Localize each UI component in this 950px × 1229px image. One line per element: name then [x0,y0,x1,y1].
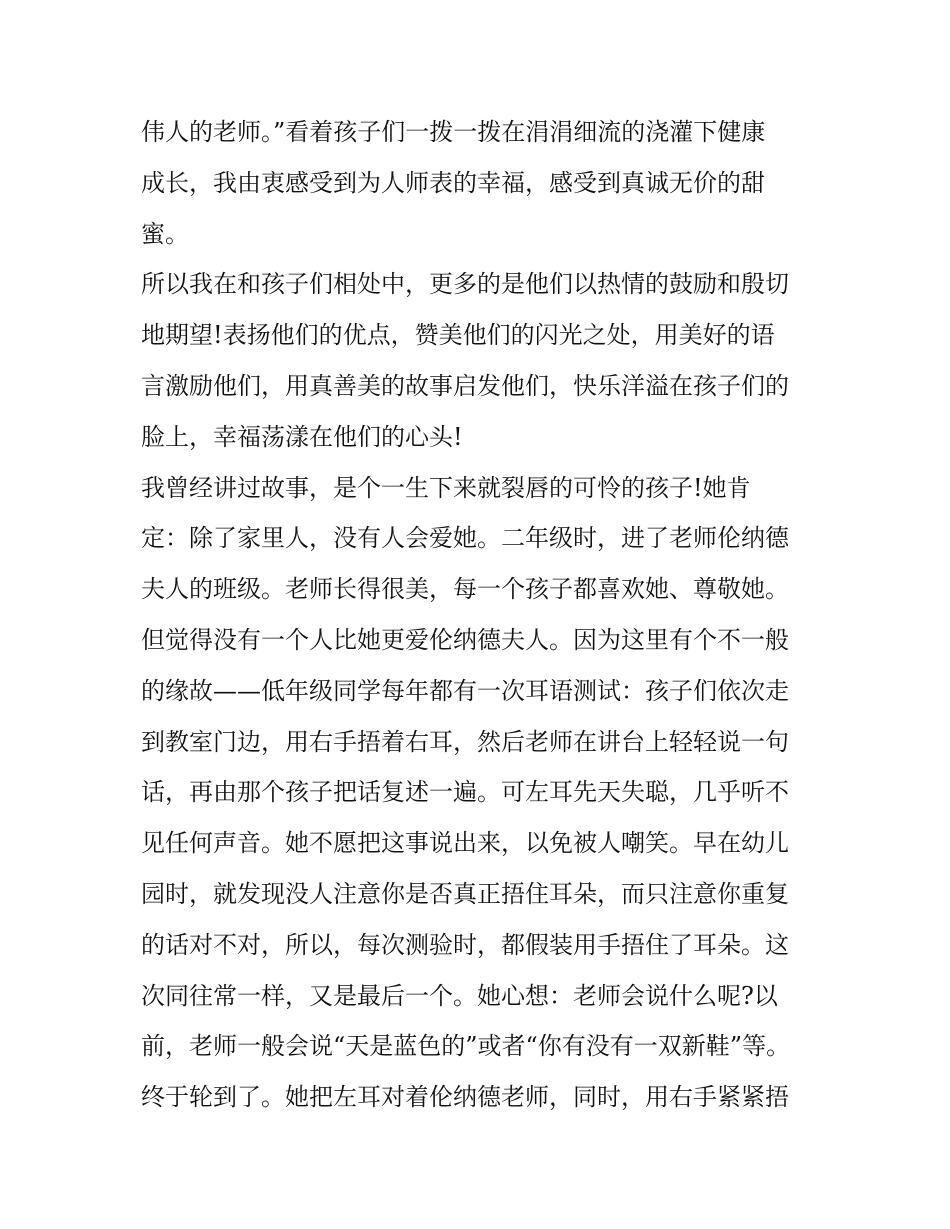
text-line: 夫人的班级。老师长得很美，每一个孩子都喜欢她、尊敬她。 [141,575,789,604]
text-line: 的话对不对，所以，每次测验时，都假装用手捂住了耳朵。这 [141,930,789,959]
text-line: 园时，就发现没人注意你是否真正捂住耳朵，而只注意你重复 [141,879,789,908]
text-line: 见任何声音。她不愿把这事说出来，以免被人嘲笑。早在幼儿 [141,829,789,858]
text-line: 但觉得没有一个人比她更爱伦纳德夫人。因为这里有个不一般 [141,625,789,654]
text-line: 前，老师一般会说“天是蓝色的”或者“你有没有一双新鞋”等。 [141,1032,791,1061]
text-line: 终于轮到了。她把左耳对着伦纳德老师，同时，用右手紧紧捂 [141,1083,789,1112]
text-line: 所以我在和孩子们相处中，更多的是他们以热情的鼓励和殷切 [141,270,789,299]
text-line: 脸上，幸福荡漾在他们的心头! [141,422,463,451]
text-line: 次同往常一样，又是最后一个。她心想：老师会说什么呢?以 [141,981,778,1010]
text-line: 定：除了家里人，没有人会爱她。二年级时，进了老师伦纳德 [141,524,789,553]
text-line: 到教室门边，用右手捂着右耳，然后老师在讲台上轻轻说一句 [141,727,789,756]
text-line: 地期望!表扬他们的优点，赞美他们的闪光之处，用美好的语 [141,321,775,350]
text-line: 成长，我由衷感受到为人师表的幸福，感受到真诚无价的甜 [141,168,765,197]
document-body [141,107,821,1123]
text-line: 我曾经讲过故事，是个一生下来就裂唇的可怜的孩子!她肯 [141,473,751,502]
text-line: 话，再由那个孩子把话复述一遍。可左耳先天失聪，几乎听不 [141,778,789,807]
text-line: 的缘故——低年级同学每年都有一次耳语测试：孩子们依次走 [141,676,789,705]
text-line: 蜜。 [141,219,189,248]
text-line: 伟人的老师。”看着孩子们一拨一拨在涓涓细流的浇灌下健康 [141,118,766,146]
text-line: 言激励他们，用真善美的故事启发他们，快乐洋溢在孩子们的 [141,371,789,400]
